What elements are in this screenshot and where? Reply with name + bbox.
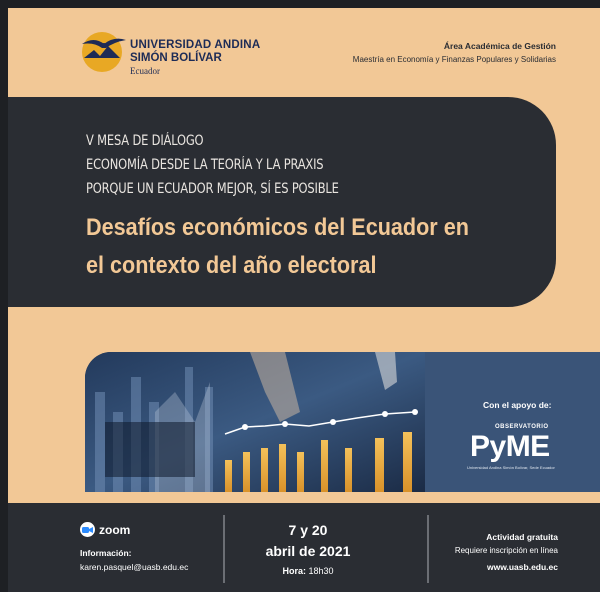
pyme-logo: PyME xyxy=(470,430,550,463)
zoom-camera-icon xyxy=(80,522,95,537)
support-label: Con el apoyo de: xyxy=(483,400,552,410)
registration-required: Requiere inscripción en línea xyxy=(454,546,558,555)
registration-info xyxy=(455,530,558,576)
finance-photo xyxy=(85,352,425,492)
pyme-subtitle: Universidad Andina Simón Bolívar, Sede Ecuador xyxy=(467,465,555,470)
time-value: 18h30 xyxy=(308,566,334,576)
title-panel xyxy=(8,97,556,307)
left-frame xyxy=(0,0,8,592)
support-panel xyxy=(425,352,600,492)
university-name-line1: UNIVERSIDAD ANDINA xyxy=(130,39,261,51)
event-slogan: PORQUE UN ECUADOR MEJOR, SÍ ES POSIBLE xyxy=(86,181,339,197)
time-label: Hora: xyxy=(282,566,306,576)
event-days: 7 y 20 xyxy=(288,522,328,538)
zoom-label: zoom xyxy=(99,522,131,537)
observatorio-label: OBSERVATORIO xyxy=(495,424,549,430)
footer xyxy=(8,503,600,592)
info-label: Información: xyxy=(80,548,132,558)
footer-divider xyxy=(427,515,429,583)
headline-line1: Desafíos económicos del Ecuador en xyxy=(86,214,469,241)
website-link[interactable]: www.uasb.edu.ec xyxy=(486,562,558,572)
top-frame xyxy=(0,0,600,8)
university-name-line2: SIMÓN BOLÍVAR xyxy=(130,52,222,64)
zoom-badge xyxy=(80,522,130,537)
info-email[interactable]: karen.pasquel@uasb.edu.ec xyxy=(80,562,189,572)
event-time xyxy=(208,566,408,576)
condor-logo-icon xyxy=(80,28,128,76)
area-program: Maestría en Economía y Finanzas Populares y Solidarias xyxy=(352,55,556,64)
event-series: ECONOMÍA DESDE LA TEORÍA Y LA PRAXIS xyxy=(86,157,324,173)
activity-free: Actividad gratuita xyxy=(486,532,558,542)
headline-line2: el contexto del año electoral xyxy=(86,252,377,279)
university-logo xyxy=(80,28,340,80)
university-country: Ecuador xyxy=(130,66,160,76)
event-month-year: abril de 2021 xyxy=(265,543,351,559)
academic-area xyxy=(353,40,556,66)
area-title: Área Académica de Gestión xyxy=(443,41,556,51)
event-edition: V MESA DE DIÁLOGO xyxy=(86,133,204,149)
finance-photo-image xyxy=(85,352,425,492)
